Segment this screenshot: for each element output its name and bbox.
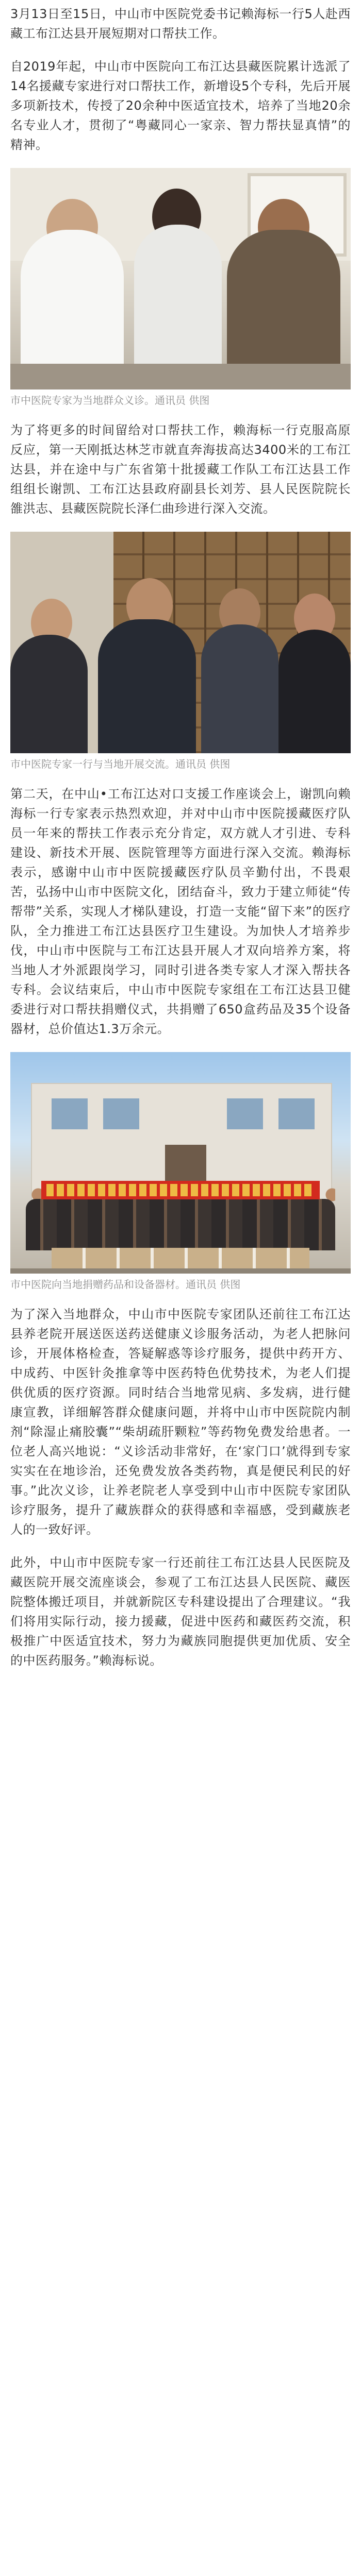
paragraph-symposium: 第二天，在中山•工布江达对口支援工作座谈会上，谢凯向赖海标一行专家表示热烈欢迎，并对中山市中医院援藏医疗队员一年来的帮扶工作表示充分肯定，双方就人才引进、专科建设、新技术开展、医院管理等方面进行深入交流。赖海标表示，感谢中山市中医院援藏医疗队员辛勤付出，不畏艰苦，弘扬中山市中医院文化，团结奋斗，致力于建立师徒“传帮带”关系，实现人才梯队建设，打造一支能“留下来”的医疗队，全力推进工布江达县医疗卫生建设。为加快人才培养步伐，中山市中医院与工布江达县开展人才双向培养方案，将当地人才外派跟岗学习，同时引进各类专家人才深入帮扶各专科。会议结束后，中山市中医院专家组在工布江达县卫健委进行对口帮扶捐赠仪式，共捐赠了650盒药品及35个设备器材，总价值达1.3万余元。 bbox=[10, 787, 351, 1036]
photo-donation bbox=[10, 1052, 351, 1274]
paragraph-arrival: 为了将更多的时间留给对口帮扶工作，赖海标一行克服高原反应，第一天刚抵达林芝市就直奔海拔高达3400米的工布江达县，并在途中与广东省第十批援藏工作队工布江达县工作组组长谢凯、工布江达县政府副县长刘芳、县人民医院院长雒洪志、县藏医院院长泽仁曲珍进行深入交流。 bbox=[10, 423, 351, 516]
photo-caption: 市中医院向当地捐赠药品和设备器材。通讯员 供图 bbox=[10, 1278, 241, 1291]
paragraph-background: 自2019年起，中山市中医院向工布江达县藏医院累计选派了14名援藏专家进行对口帮扶工作，新增设5个专科，先后开展多项新技术，传授了20余种中医适宜技术，培养了当地20余名专业人才，贯彻了“粤藏同心一家亲、智力帮扶显真情”的精神。 bbox=[10, 59, 351, 152]
paragraph-closing: 此外，中山市中医院专家一行还前往工布江达县人民医院及藏医院开展交流座谈会，参观了工布江达县人民医院、藏医院整体搬迁项目，并就新院区专科建设提出了合理建议。“我们将用实际行动，接力援藏，促进中医药和藏医药交流，积极推广中医适宜技术，努力为藏族同胞提供更加优质、安全的中医药服务。”赖海标说。 bbox=[10, 1555, 351, 1668]
photo-caption: 市中医院专家一行与当地开展交流。通讯员 供图 bbox=[10, 758, 231, 770]
photo-free-clinic bbox=[10, 168, 351, 389]
photo-exchange-meeting bbox=[10, 532, 351, 753]
paragraph-intro: 3月13日至15日，中山市中医院党委书记赖海标一行5人赴西藏工布江达县开展短期对口帮扶工作。 bbox=[10, 7, 351, 41]
photo-caption: 市中医院专家为当地群众义诊。通讯员 供图 bbox=[10, 394, 210, 406]
paragraph-nursing-home: 为了深入当地群众，中山市中医院专家团队还前往工布江达县养老院开展送医送药送健康义诊服务活动，为老人把脉问诊，开展体格检查，答疑解惑等诊疗服务，提供中药开方、中成药、中医针灸推拿等中医药特色优势技术，为老人们提供优质的医疗资源。同时结合当地常见病、多发病，进行健康宣教，详细解答群众健康问题，并将中山市中医院院内制剂“除湿止痛胶囊”“柴胡疏肝颗粒”等药物免费发给患者。一位老人高兴地说：“义诊活动非常好，在‘家门口’就得到专家实实在在地诊治，还免费发放各类药物，真是便民利民的好事。”此次义诊，让养老院老人享受到中山市中医院专家团队诊疗服务，提升了藏族群众的获得感和幸福感，受到藏族老人的一致好评。 bbox=[10, 1307, 351, 1537]
